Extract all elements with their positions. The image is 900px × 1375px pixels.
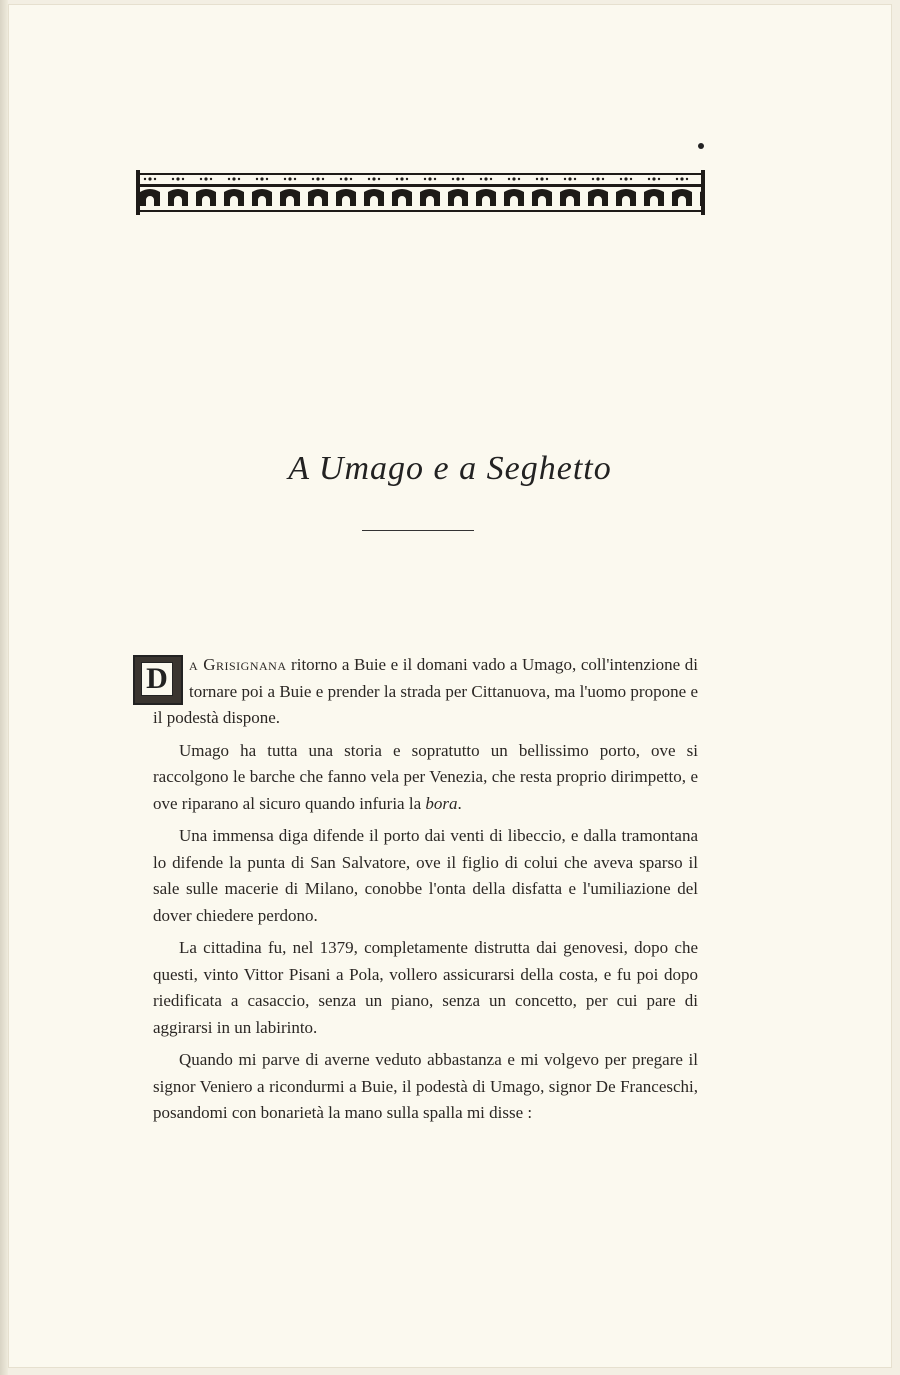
title-divider [362, 530, 474, 531]
paragraph-text: Quando mi parve di averne veduto abbastanza e mi volgevo per pregare il signor Veniero a ricondurmi a Buie, il podestà di Umago, signor De Franceschi, posandomi con bonarietà la mano sulla spalla mi disse : [153, 1050, 698, 1122]
italic-word: bora [425, 793, 458, 813]
page-edge-shadow [0, 0, 8, 1375]
paragraph-tail: . [457, 793, 462, 813]
small-caps-lead: a Grisignana [189, 655, 287, 674]
chapter-title: A Umago e a Seghetto [288, 450, 612, 487]
ink-speck [698, 143, 704, 149]
paragraph-2 [153, 738, 698, 818]
paragraph-text: Umago ha tutta una storia e sopratutto un bellissimo porto, ove si raccolgono le barche che fanno vela per Venezia, che resta proprio dirimpetto, e ove riparano al sicuro quando infuria la [153, 740, 698, 813]
decorative-border-ornament [136, 170, 705, 215]
paragraph-5 [153, 1047, 698, 1127]
paragraph-3 [153, 823, 698, 929]
drop-cap-letter: D [141, 662, 173, 696]
paragraph-text: Una immensa diga difende il porto dai venti di libeccio, e dalla tramontana lo difende la punta di San Salvatore, ove il figlio di colui che aveva sparso il sale sulle macerie di Milano, conobbe l'onta della disfatta e l'umiliazione del dover chiedere perdono. [153, 826, 698, 925]
paragraph-1 [146, 652, 698, 732]
drop-cap-ornament [133, 655, 183, 705]
body-text [146, 652, 698, 1133]
paragraph-4 [153, 935, 698, 1041]
paragraph-text: La cittadina fu, nel 1379, completamente distrutta dai genovesi, dopo che questi, vinto Vittor Pisani a Pola, vollero assicurarsi della costa, e fu poi dopo riedificata a casaccio, senza un piano, senza un concetto, per cui pare di aggirarsi in un labirinto. [153, 938, 698, 1037]
paragraph-text: ritorno a Buie e il domani vado a Umago, coll'intenzione di tornare poi a Buie e prender la strada per Cittanuova, ma l'uomo propone e il podestà dispone. [153, 655, 698, 727]
